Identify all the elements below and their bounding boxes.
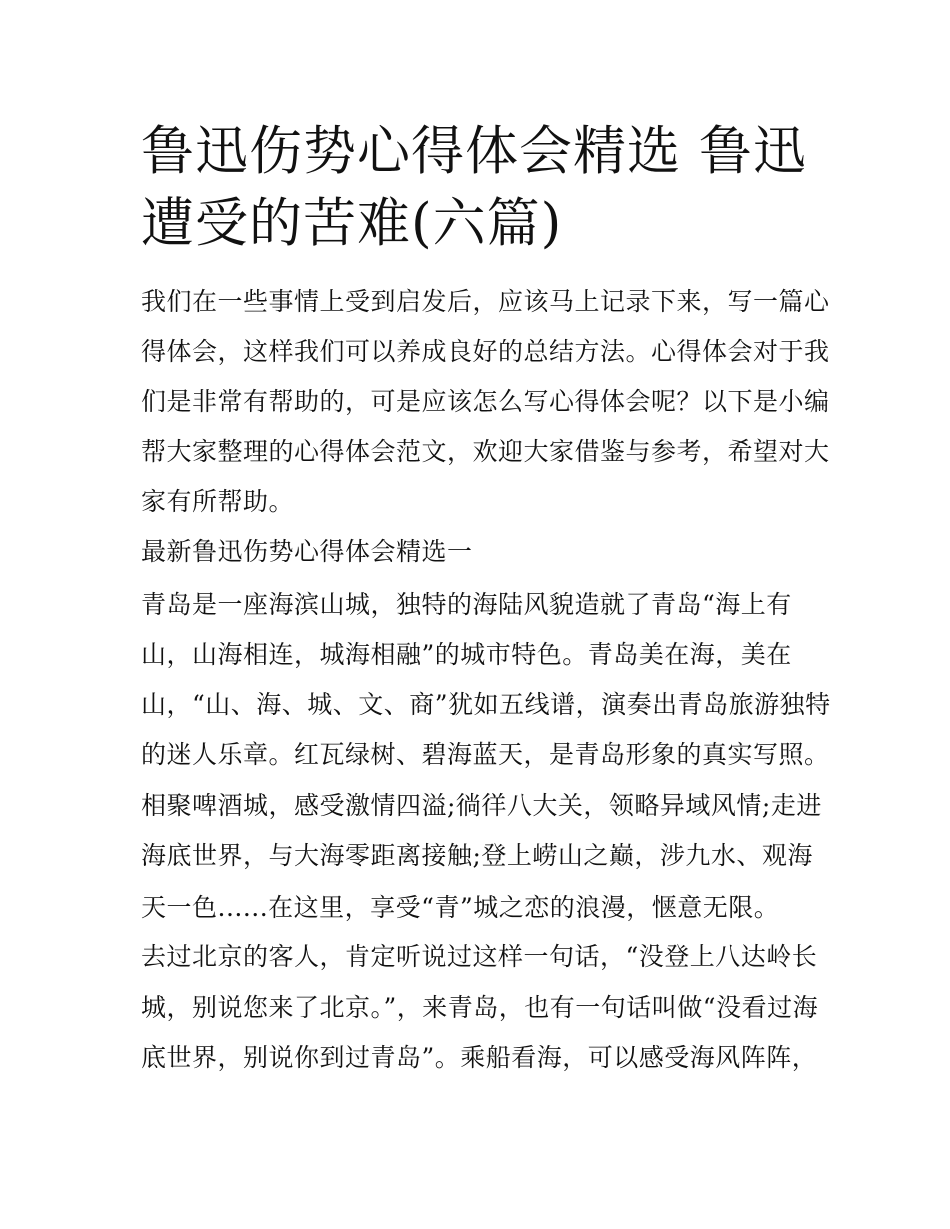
intro-line-3: 们是非常有帮助的，可是应该怎么写心得体会呢？以下是小编 [141, 387, 830, 416]
body-line-6: 海底世界，与大海零距离接触;登上崂山之巅，涉九水、观海 [141, 841, 813, 870]
body-line-10: 底世界，别说你到过青岛”。乘船看海，可以感受海风阵阵， [141, 1043, 818, 1072]
intro-line-1: 我们在一些事情上受到启发后，应该马上记录下来，写一篇心 [141, 287, 830, 316]
body-line-8: 去过北京的客人，肯定听说过这样一句话，“没登上八达岭长 [141, 942, 818, 971]
body-line-5: 相聚啤酒城，感受激情四溢;徜徉八大关，领略异域风情;走进 [141, 791, 822, 820]
document-title: 鲁迅伤势心得体会精选 鲁迅遭受的苦难(六篇) [141, 121, 807, 254]
section-heading: 最新鲁迅伤势心得体会精选一 [141, 537, 473, 566]
intro-line-2: 得体会，这样我们可以养成良好的总结方法。心得体会对于我 [141, 337, 830, 366]
intro-line-5: 家有所帮助。 [141, 487, 295, 516]
body-line-3: 山，“山、海、城、文、商”犹如五线谱，演奏出青岛旅游独特 [141, 690, 831, 719]
body-line-4: 的迷人乐章。红瓦绿树、碧海蓝天，是青岛形象的真实写照。 [141, 740, 830, 769]
body-line-2: 山，山海相连，城海相融”的城市特色。青岛美在海，美在 [141, 640, 792, 669]
intro-line-4: 帮大家整理的心得体会范文，欢迎大家借鉴与参考，希望对大 [141, 437, 830, 466]
body-line-7: 天一色......在这里，享受“青”城之恋的浪漫，惬意无限。 [141, 893, 780, 922]
body-line-1: 青岛是一座海滨山城，独特的海陆风貌造就了青岛“海上有 [141, 590, 792, 619]
body-line-9: 城，别说您来了北京。”，来青岛，也有一句话叫做“没看过海 [141, 993, 819, 1022]
